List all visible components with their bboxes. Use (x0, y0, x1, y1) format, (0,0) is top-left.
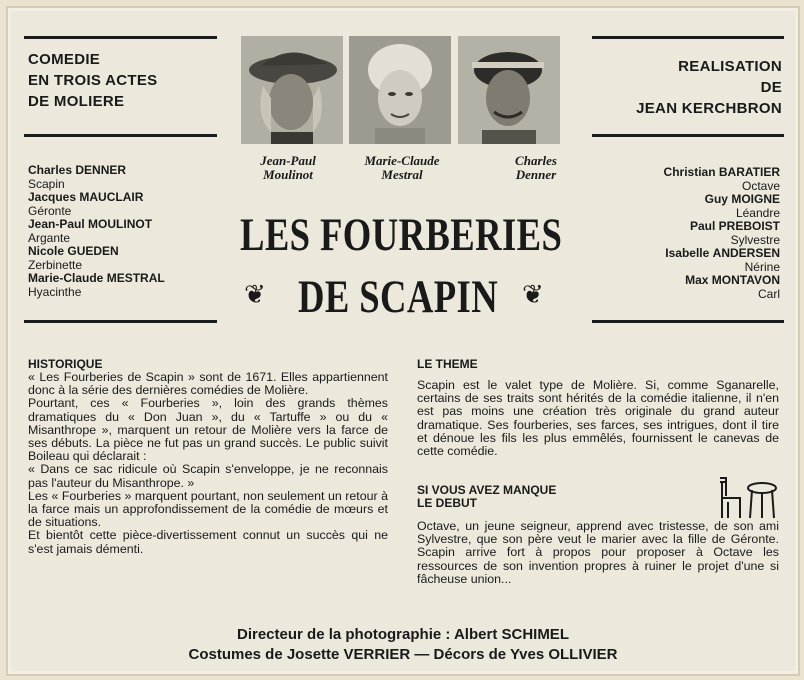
caption-marie-claude-mestral (342, 154, 462, 182)
credits-costumes-decor: Costumes de Josette VERRIER — Décors de Yves OLLIVIER (188, 646, 618, 663)
actor-first: Paul (689, 219, 716, 233)
role-name: Argante (28, 230, 71, 245)
historique-paragraph: « Les Fourberies de Scapin » sont de 1671. Elles appartiennent donc à la série des dernières comédies de Molière. (28, 370, 388, 398)
play-title-line1: LES FOURBERIES (240, 209, 563, 261)
cast-entry (28, 272, 228, 286)
caption-line: Moulinot (263, 167, 313, 182)
cast-entry (28, 191, 228, 205)
director-credit-line: REALISATION (678, 58, 782, 75)
photo-jean-paul-moulinot (241, 36, 343, 144)
cast-list-right (580, 166, 780, 301)
role-name: Scapin (28, 176, 65, 191)
play-title-line2: DE SCAPIN (298, 271, 499, 323)
actor-first: Charles (28, 163, 73, 177)
actor-first: Nicole (28, 244, 65, 258)
cast-entry (28, 245, 228, 259)
chair-table-icon (714, 474, 778, 522)
cast-entry (580, 274, 780, 288)
credits-photography: Directeur de la photographie : Albert SCHIMEL (237, 626, 569, 643)
actor-first: Guy (704, 192, 728, 206)
play-description-line: EN TROIS ACTES (28, 72, 158, 89)
theme-section (417, 358, 779, 458)
actor-last: MESTRAL (106, 271, 165, 285)
cast-entry (580, 166, 780, 180)
portrait-image (241, 36, 343, 144)
cast-entry (580, 247, 780, 261)
actor-last: MOIGNE (731, 192, 780, 206)
theme-heading: LE THEME (417, 357, 478, 371)
historique-paragraph: « Dans ce sac ridicule où Scapin s'enveloppe, je ne reconnais pas l'auteur du Misanthrope. » (28, 462, 388, 490)
portrait-image (349, 36, 451, 144)
actor-first: Marie-Claude (28, 271, 104, 285)
role-name: Géronte (28, 203, 72, 218)
right-ornament-icon: ❦ (522, 279, 544, 309)
caption-line: Jean-Paul (260, 153, 316, 168)
role-name: Nérine (744, 259, 780, 274)
actor-last: MOULINOT (88, 217, 153, 231)
play-description-line: DE MOLIERE (28, 93, 125, 110)
actor-last: DENNER (75, 163, 127, 177)
theme-text: Scapin est le valet type de Molière. Si, comme Sganarelle, certains de ses traits sont hérités de la comédie italienne, il n'en est pas moins une création très originale du grand auteur dramatique. Ses fourberies, ses farces, ses intrigues, dont il tire et dénoue les fils les plus emmêlés, fournissent le canevas de cette comédie. (417, 378, 779, 459)
actor-first: Christian (663, 165, 716, 179)
caption-charles-denner (476, 154, 596, 182)
mid-right-rule (592, 134, 784, 137)
missed-heading-line1: SI VOUS AVEZ MANQUE (417, 483, 557, 497)
actor-last: MAUCLAIR (79, 190, 144, 204)
top-right-rule (592, 36, 784, 39)
play-description-line: COMEDIE (28, 51, 101, 68)
director-credit-line: DE (760, 79, 782, 96)
historique-paragraph: Les « Fourberies » marquent pourtant, non seulement un retour à la farce mais un approfondissement de la comédie de mœurs et de situations. (28, 488, 388, 530)
caption-line: Marie-Claude (364, 153, 440, 168)
role-name: Carl (757, 286, 780, 301)
role-name: Léandre (735, 205, 780, 220)
historique-text (28, 371, 388, 556)
actor-last: PREBOIST (718, 219, 780, 233)
actor-first: Jean-Paul (28, 217, 85, 231)
historique-section (28, 358, 388, 556)
actor-last: ANDERSEN (712, 246, 780, 260)
top-left-rule (24, 36, 217, 39)
left-ornament-icon: ❦ (244, 279, 266, 309)
actor-last: GUEDEN (67, 244, 119, 258)
role-name: Hyacinthe (28, 284, 82, 299)
director-credit-line: JEAN KERCHBRON (636, 100, 782, 117)
actor-first: Isabelle (665, 246, 710, 260)
bottom-right-rule (592, 320, 784, 323)
missed-heading-line2: LE DEBUT (417, 496, 477, 510)
caption-jean-paul-moulinot (228, 154, 348, 182)
caption-line: Charles (515, 153, 557, 168)
missed-text: Octave, un jeune seigneur, apprend avec tristesse, de son ami Sylvestre, que son père veut le marier avec la fille de Géronte. Scapin arrive fort à propos pour proposer à Octave les ressources de son invention propres à ruiner le projet d'une si fâcheuse union... (417, 519, 779, 586)
historique-paragraph: Pourtant, ces « Fourberies », loin des grands thèmes dramatiques du « Don Juan », du « Tartuffe » ou du « Misanthrope », marquent un retour de Molière vers la farce de ses débuts. La pièce ne fut pas un grand succès. Le public suivit Boileau qui déclarait : (28, 396, 388, 464)
actor-first: Jacques (28, 190, 77, 204)
caption-line: Denner (515, 167, 557, 182)
cast-list-left (28, 164, 228, 299)
portrait-image (458, 36, 560, 144)
bottom-left-rule (24, 320, 217, 323)
actor-last: BARATIER (718, 165, 780, 179)
cast-entry (28, 164, 228, 178)
photo-charles-denner (458, 36, 560, 144)
role-name: Zerbinette (28, 257, 83, 272)
cast-entry (28, 218, 228, 232)
historique-paragraph: Et bientôt cette pièce-divertissement connut un succès qui ne s'est jamais démenti. (28, 528, 388, 556)
role-name: Octave (741, 178, 780, 193)
actor-first: Max (685, 273, 709, 287)
cast-entry (580, 220, 780, 234)
cast-entry (580, 193, 780, 207)
play-description (28, 49, 218, 112)
historique-heading: HISTORIQUE (28, 357, 103, 371)
tv-listing-page (6, 6, 800, 676)
actor-last: MONTAVON (711, 273, 780, 287)
photo-marie-claude-mestral (349, 36, 451, 144)
mid-left-rule (24, 134, 217, 137)
caption-line: Mestral (381, 167, 423, 182)
role-name: Sylvestre (730, 232, 780, 247)
director-credit (580, 56, 782, 119)
